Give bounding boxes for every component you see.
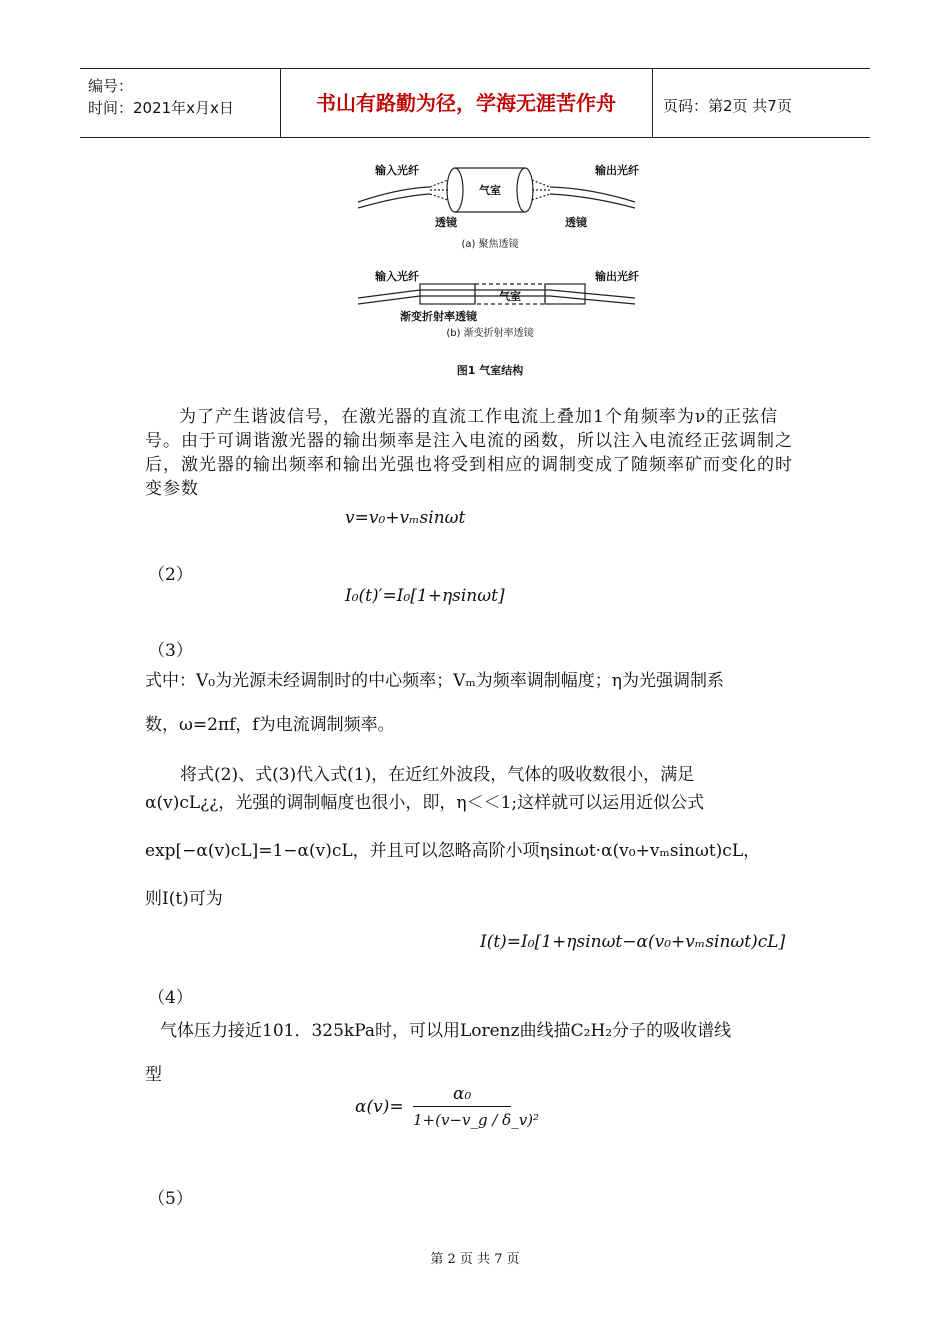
- paragraph-substitution-1: 将式(2)、式(3)代入式(1)，在近红外波段，气体的吸收数很小，满足: [180, 765, 695, 785]
- label-out-fiber-b: 输出光纤: [595, 270, 639, 283]
- label-grin-lens: 渐变折射率透镜: [400, 310, 477, 323]
- equation-5-numerator: α₀: [453, 1084, 472, 1104]
- equation-number-5: （5）: [148, 1189, 193, 1209]
- caption-b: (b) 渐变折射率透镜: [446, 328, 534, 339]
- caption-a: (a) 聚焦透镜: [461, 239, 519, 250]
- grin-lens-left: [420, 284, 475, 304]
- label-in-fiber-b: 输入光纤: [375, 270, 419, 283]
- equation-5-lhs: α(v)=: [355, 1097, 404, 1117]
- equation-5: [355, 1084, 555, 1164]
- equation-5-denominator: 1+(v−v_g / δ_v)²: [413, 1111, 540, 1129]
- label-in-fiber-a: 输入光纤: [375, 164, 419, 177]
- paragraph-lorenz-2: 型: [145, 1065, 162, 1085]
- equation-number-3: （3）: [148, 641, 193, 661]
- doc-date: 时间：2021年x月x日: [88, 99, 234, 117]
- paragraph-substitution-3: exp[−α(v)cL]=1−α(v)cL，并且可以忽略高阶小项ηsinωt·α(v₀+vₘsinωt)cL，: [145, 841, 761, 861]
- paragraph-substitution-4: 则I(t)可为: [145, 889, 223, 909]
- label-lens-left: 透镜: [435, 216, 457, 229]
- fraction-bar: [413, 1106, 511, 1107]
- header-right-cell: [652, 69, 871, 137]
- equation-number-2: （2）: [148, 565, 193, 585]
- header-left-cell: [80, 69, 281, 137]
- gas-chamber-figure: [340, 150, 640, 385]
- equation-number-4: （4）: [148, 988, 193, 1008]
- header-page-info: 页码：第2页 共7页: [663, 97, 792, 115]
- equation-4: I(t)=I₀[1+ηsinωt−α(v₀+vₘsinωt)cL]: [480, 932, 786, 952]
- equation-3: I₀(t)′=I₀[1+ηsinωt]: [345, 586, 505, 606]
- paragraph-substitution-2: α(v)cL¿¿，光强的调制幅度也很小，即，η＜＜1;这样就可以运用近似公式: [145, 793, 705, 813]
- paragraph-harmonic-signal: 为了产生谐波信号，在激光器的直流工作电流上叠加1个角频率为ν的正弦信号。由于可调谐激光器的输出频率是注入电流的函数，所以注入电流经正弦调制之后，激光器的输出频率和输出光强也将受到相应的调制变成了随频率矿而变化的时变参数: [145, 407, 793, 499]
- paragraph-lorenz-1: 气体压力接近101．325kPa时，可以用Lorenz曲线描C₂H₂分子的吸收谱线: [160, 1021, 732, 1041]
- paragraph-definitions-1: 式中：V₀为光源未经调制时的中心频率；Vₘ为频率调制幅度；η为光强调制系: [145, 671, 724, 691]
- label-chamber-b: 气室: [499, 290, 521, 303]
- page-footer: 第 2 页 共 7 页: [430, 1252, 520, 1267]
- label-chamber-a: 气室: [479, 184, 501, 197]
- label-out-fiber-a: 输出光纤: [595, 164, 639, 177]
- page-header: [80, 68, 870, 138]
- paragraph-definitions-2: 数，ω=2πf，f为电流调制频率。: [145, 715, 395, 735]
- equation-2: v=v₀+vₘsinωt: [345, 508, 466, 528]
- header-motto: 书山有路勤为径，学海无涯苦作舟: [316, 91, 616, 115]
- doc-code: 编号：: [88, 77, 134, 95]
- label-lens-right: 透镜: [565, 216, 587, 229]
- figure-title: 图1 气室结构: [456, 364, 524, 377]
- lens-left-a: [447, 168, 463, 212]
